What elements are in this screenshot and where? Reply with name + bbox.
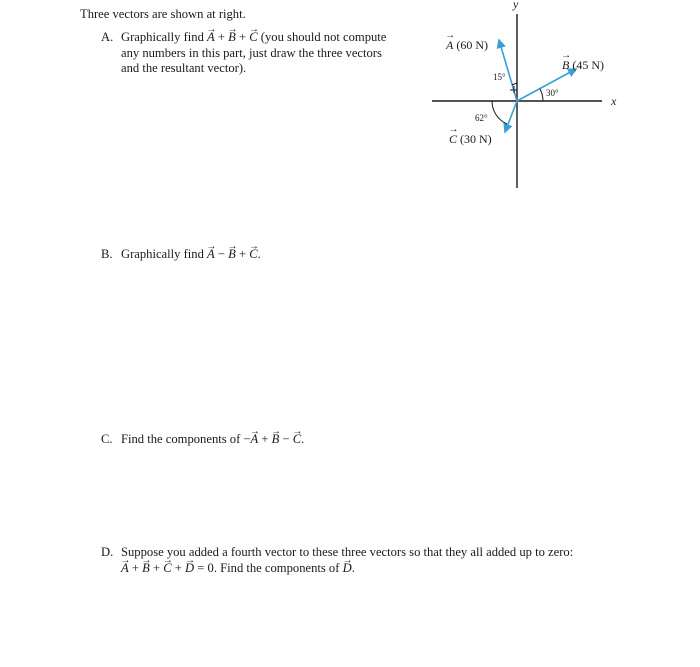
vector-b-magnitude: (45 N) — [572, 58, 605, 72]
vector-a-symbol: → A — [207, 247, 215, 263]
equals-zero: = 0 — [194, 560, 214, 575]
part-c-text: Find the components of — [121, 432, 244, 446]
angle-c-label: 62° — [475, 113, 488, 123]
intro-text: Three vectors are shown at right. — [80, 7, 246, 21]
vector-d-symbol: → D — [185, 561, 194, 577]
part-d-letter: D. — [101, 545, 114, 559]
vector-a-label — [446, 38, 488, 53]
vector-b-label — [562, 58, 604, 73]
part-a-text: Graphically find — [121, 30, 208, 44]
plus-sign: + — [128, 560, 143, 575]
plus-sign: + — [235, 30, 250, 44]
angle-b-arc — [540, 89, 543, 101]
plus-sign: + — [258, 432, 272, 446]
angle-b-label: 30° — [546, 88, 559, 98]
part-d-line-1: Suppose you added a fourth vector to these three vectors so that they all added up to zero: — [121, 545, 574, 559]
minus-sign: − — [214, 247, 229, 261]
vector-c-label — [449, 132, 492, 147]
part-a-text: (you should not compute — [257, 30, 387, 44]
vector-c-symbol: → C — [163, 561, 171, 577]
period: . — [351, 560, 355, 575]
plus-sign: + — [235, 247, 250, 261]
vector-a-magnitude: (60 N) — [456, 38, 489, 52]
vector-c-symbol: → C — [449, 132, 457, 147]
part-b-letter: B. — [101, 247, 113, 261]
vector-b-symbol: → B — [142, 561, 150, 577]
part-b-text: Graphically find — [121, 247, 208, 261]
plus-sign: + — [149, 560, 164, 575]
minus-sign: − — [279, 432, 293, 446]
vector-c-magnitude: (30 N) — [460, 132, 492, 146]
part-a-letter: A. — [101, 30, 114, 44]
vector-b-symbol: → B — [228, 30, 236, 46]
part-d-text: . Find the components of — [213, 560, 343, 575]
part-c-letter: C. — [101, 432, 113, 446]
plus-sign: + — [171, 560, 186, 575]
vector-c-arrow — [505, 101, 517, 132]
vector-b-symbol: → B — [228, 247, 236, 263]
negative-sign: − — [243, 432, 251, 446]
period: . — [301, 432, 305, 446]
part-a-line-2: any numbers in this part, just draw the three vectors — [121, 45, 382, 60]
vector-c-symbol: → C — [249, 247, 257, 263]
vector-b-symbol: → B — [562, 58, 569, 73]
plus-sign: + — [214, 30, 229, 44]
vector-a-symbol: → A — [251, 432, 259, 448]
angle-a-label: 15° — [493, 72, 506, 82]
angle-c-arc — [492, 101, 507, 124]
vector-c-symbol: → C — [249, 30, 257, 46]
vector-d-symbol: → D — [343, 561, 352, 577]
vector-a-symbol: → A — [121, 561, 129, 577]
vector-a-symbol: → A — [446, 38, 453, 53]
period: . — [257, 247, 261, 261]
vector-b-symbol: → B — [272, 432, 280, 448]
vector-a-symbol: → A — [207, 30, 215, 46]
x-axis-label: x — [611, 94, 617, 108]
vector-c-symbol: → C — [293, 432, 301, 448]
part-a-line-3: and the resultant vector). — [121, 61, 247, 75]
y-axis-label: y — [513, 0, 519, 11]
